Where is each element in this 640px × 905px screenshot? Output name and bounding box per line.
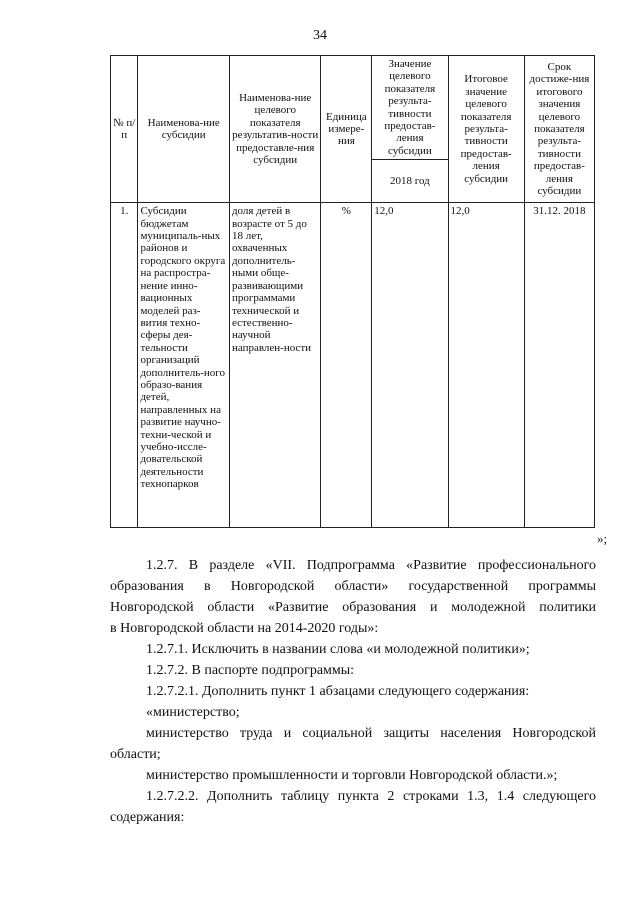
paragraph-1-2-7-2-2-line1: 1.2.7.2.2. Дополнить таблицу пункта 2 строками 1.3, 1.4 следующего — [146, 789, 596, 804]
paragraph-1-2-7-2-1: 1.2.7.2.1. Дополнить пункт 1 абзацами следующего содержания: — [146, 684, 530, 699]
cell-unit: % — [321, 203, 372, 528]
paragraph-1-2-7-1: 1.2.7.1. Исключить в названии слова «и молодежной политики»; — [146, 642, 530, 657]
header-deadline: Срок достиже-ния итогового значения целевого показателя результа-тивности предостав-ления субсидии — [524, 56, 594, 203]
table-header-row — [111, 56, 595, 160]
header-indicator-name: Наименова-ние целевого показателя результатив-ности предоставле-ния субсидии — [229, 56, 321, 203]
header-num: № п/п — [111, 56, 138, 203]
cell-value: 12,0 — [372, 203, 448, 528]
header-unit: Единица измере-ния — [321, 56, 372, 203]
list-item-labour-ministry-line1: министерство труда и социальной защиты населения Новгородской — [146, 726, 596, 741]
cell-subsidy-name: Субсидии бюджетам муниципаль-ных районов и городского округа на распростра-нение инно-вационных моделей раз-вития техно-сферы дея-тельности организаций дополнитель-ного образо-вания детей, направленных на развитие научно-техни-ческой и учебно-иссле-довательской деятельности технопарков — [138, 203, 230, 528]
header-final-value: Итоговое значение целевого показателя результа-тивности предостав-ления субсидии — [448, 56, 524, 203]
cell-final-value: 12,0 — [448, 203, 524, 528]
cell-deadline: 31.12. 2018 — [524, 203, 594, 528]
page-number: 34 — [313, 28, 327, 43]
paragraph-1-2-7-line1: 1.2.7. В разделе «VII. Подпрограмма «Развитие профессионального — [146, 558, 596, 573]
paragraph-1-2-7-line2: образования в Новгородской области» государственной программы — [110, 579, 596, 594]
list-item-labour-ministry-line2: области; — [110, 747, 161, 762]
paragraph-1-2-7-line4: в Новгородской области на 2014-2020 годы»: — [110, 621, 379, 636]
subsidy-table — [110, 55, 595, 528]
header-value: Значение целевого показателя результа-тивности предостав-ления субсидии — [372, 56, 448, 160]
table-row — [111, 203, 595, 528]
header-year: 2018 год — [372, 160, 448, 203]
paragraph-1-2-7-2: 1.2.7.2. В паспорте подпрограммы: — [146, 663, 355, 678]
paragraph-1-2-7-2-2-line2: содержания: — [110, 810, 185, 825]
list-item-ministry: «министерство; — [146, 705, 240, 720]
table-closing-quote: »; — [597, 531, 608, 546]
paragraph-1-2-7-line3: Новгородской области «Развитие образования и молодежной политики — [110, 600, 596, 615]
header-subsidy-name: Наименова-ние субсидии — [138, 56, 230, 203]
cell-num: 1. — [111, 203, 138, 528]
cell-indicator-name: доля детей в возрасте от 5 до 18 лет, охваченных дополнитель-ными обще-развивающими программами технической и естественно-научной направлен-ности — [229, 203, 321, 528]
list-item-industry-ministry: министерство промышленности и торговли Новгородской области.»; — [146, 768, 558, 783]
